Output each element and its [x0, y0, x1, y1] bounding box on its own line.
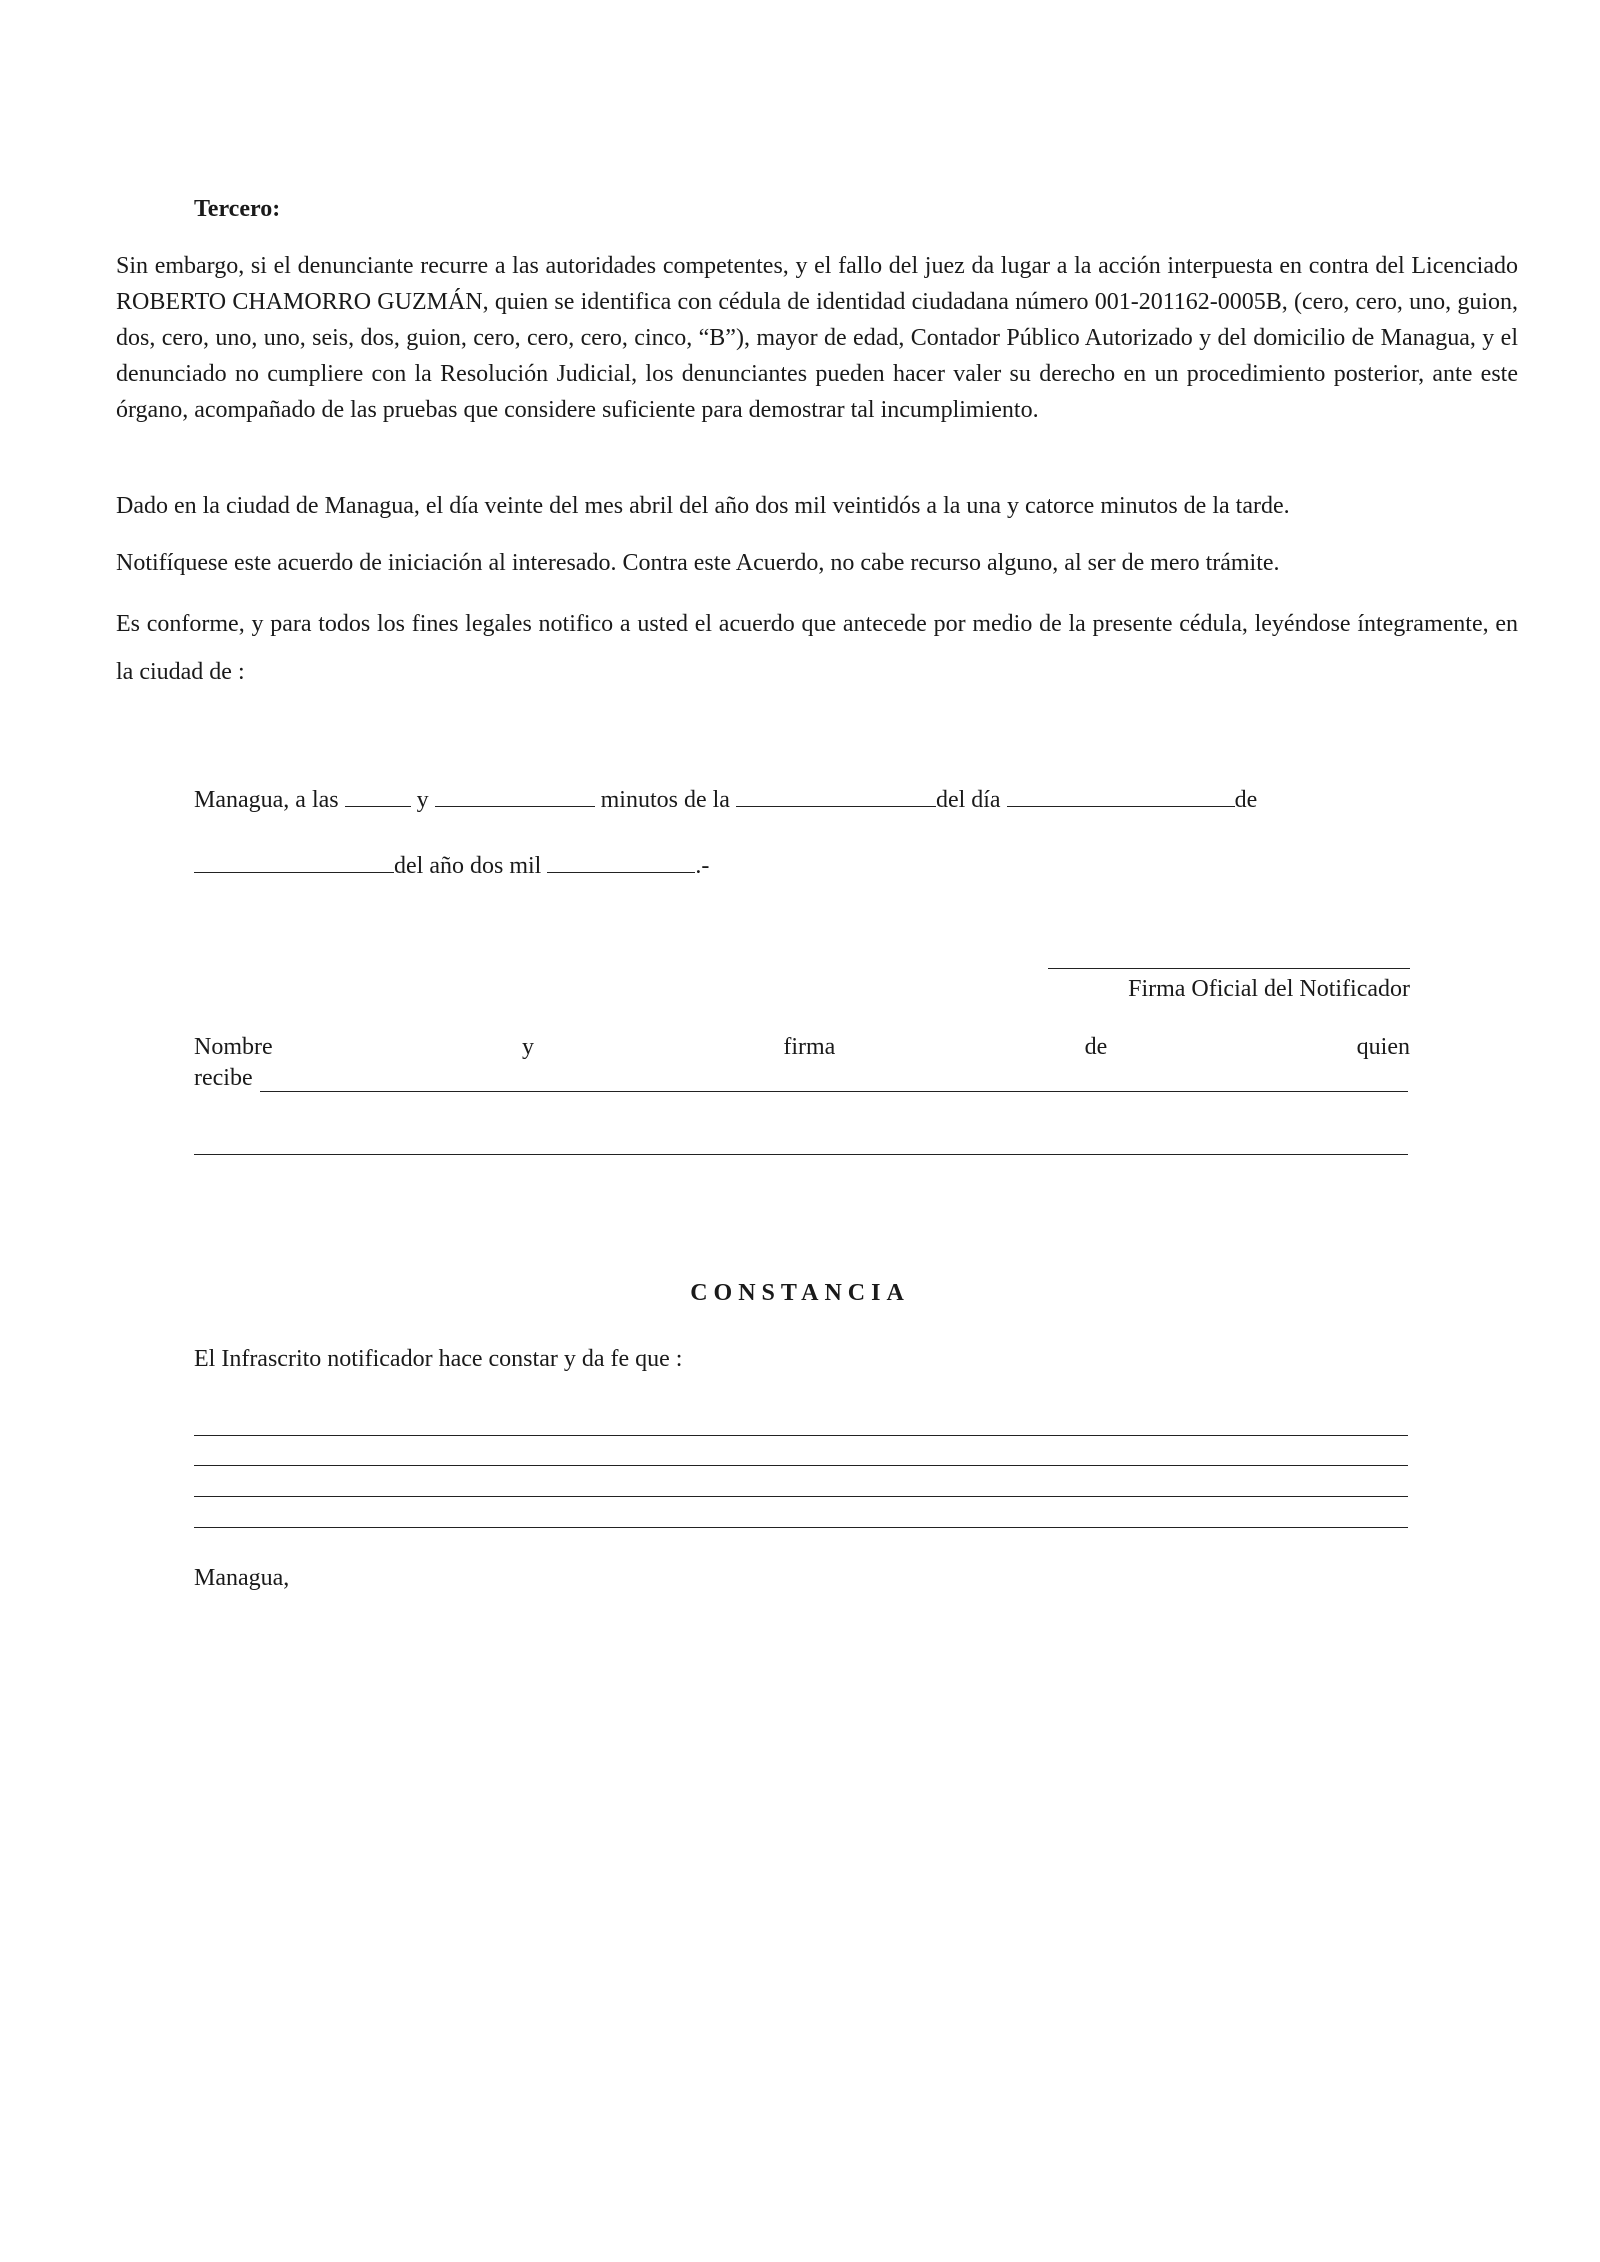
- notifiquese-paragraph: Notifíquese este acuerdo de iniciación al interesado. Contra este Acuerdo, no cabe recurso alguno, al ser de mero trámite.: [116, 550, 1280, 576]
- official-signature-line[interactable]: [1048, 968, 1410, 969]
- constancia-line-4[interactable]: [194, 1527, 1408, 1528]
- tercero-paragraph: Sin embargo, si el denunciante recurre a las autoridades competentes, y el fallo del juez da lugar a la acción interpuesta en contra del Licenciado ROBERTO CHAMORRO GUZMÁN, quien se identifica con cédula de identidad ciudadana número 001-201162-0005B, (cero, cero, uno, guion, dos, cero, uno, uno, seis, dos, guion, cero, cero, cero, cinco, “B”), mayor de edad, Contador Público Autorizado y del domicilio de Managua, y el denunciado no cumpliere con la Resolución Judicial, los denunciantes pueden hacer valer su derecho en un procedimiento posterior, ante este órgano, acompañado de las pruebas que considere suficiente para demostrar tal incumplimiento.: [116, 253, 1518, 423]
- constancia-line-1[interactable]: [194, 1435, 1408, 1436]
- period-blank[interactable]: [736, 784, 936, 807]
- y-label: y: [416, 787, 429, 813]
- hour-blank[interactable]: [345, 784, 411, 807]
- recibe-label: recibe: [194, 1065, 253, 1091]
- month-blank[interactable]: [194, 850, 394, 873]
- date-line-1: [194, 784, 1257, 815]
- de-label: de: [1234, 787, 1258, 813]
- recipient-signature-line[interactable]: [194, 1154, 1408, 1155]
- recibe-word-3: firma: [783, 1034, 836, 1060]
- date-line-2: [194, 850, 709, 881]
- constancia-line-3[interactable]: [194, 1496, 1408, 1497]
- minutos-de-la-label: minutos de la: [600, 787, 730, 813]
- constancia-line-2[interactable]: [194, 1465, 1408, 1466]
- firma-oficial-label: Firma Oficial del Notificador: [1128, 976, 1410, 1002]
- recibe-word-5: quien: [1356, 1034, 1410, 1060]
- line-end-label: .-: [695, 853, 710, 879]
- del-ano-label: del año dos mil: [394, 853, 542, 879]
- managua-a-las-label: Managua, a las: [194, 787, 339, 813]
- recibe-word-2: y: [522, 1034, 534, 1060]
- del-dia-label: del día: [935, 787, 1001, 813]
- constancia-closing: Managua,: [194, 1565, 290, 1591]
- dado-paragraph: Dado en la ciudad de Managua, el día veinte del mes abril del año dos mil veintidós a la una y catorce minutos de la tarde.: [116, 493, 1290, 519]
- minutes-blank[interactable]: [435, 784, 595, 807]
- constancia-intro: El Infrascrito notificador hace constar y da fe que :: [194, 1346, 683, 1372]
- recibe-word-4: de: [1084, 1034, 1108, 1060]
- recipient-name-line[interactable]: [260, 1091, 1408, 1092]
- recibe-word-1: Nombre: [194, 1034, 273, 1060]
- year-blank[interactable]: [547, 850, 695, 873]
- conforme-paragraph: Es conforme, y para todos los fines legales notifico a usted el acuerdo que antecede por medio de la presente cédula, leyéndose íntegramente, en la ciudad de :: [116, 611, 1518, 685]
- constancia-title: CONSTANCIA: [690, 1280, 910, 1306]
- day-blank[interactable]: [1007, 784, 1235, 807]
- recibe-words-row: [194, 1032, 1410, 1062]
- tercero-heading: Tercero:: [194, 196, 281, 222]
